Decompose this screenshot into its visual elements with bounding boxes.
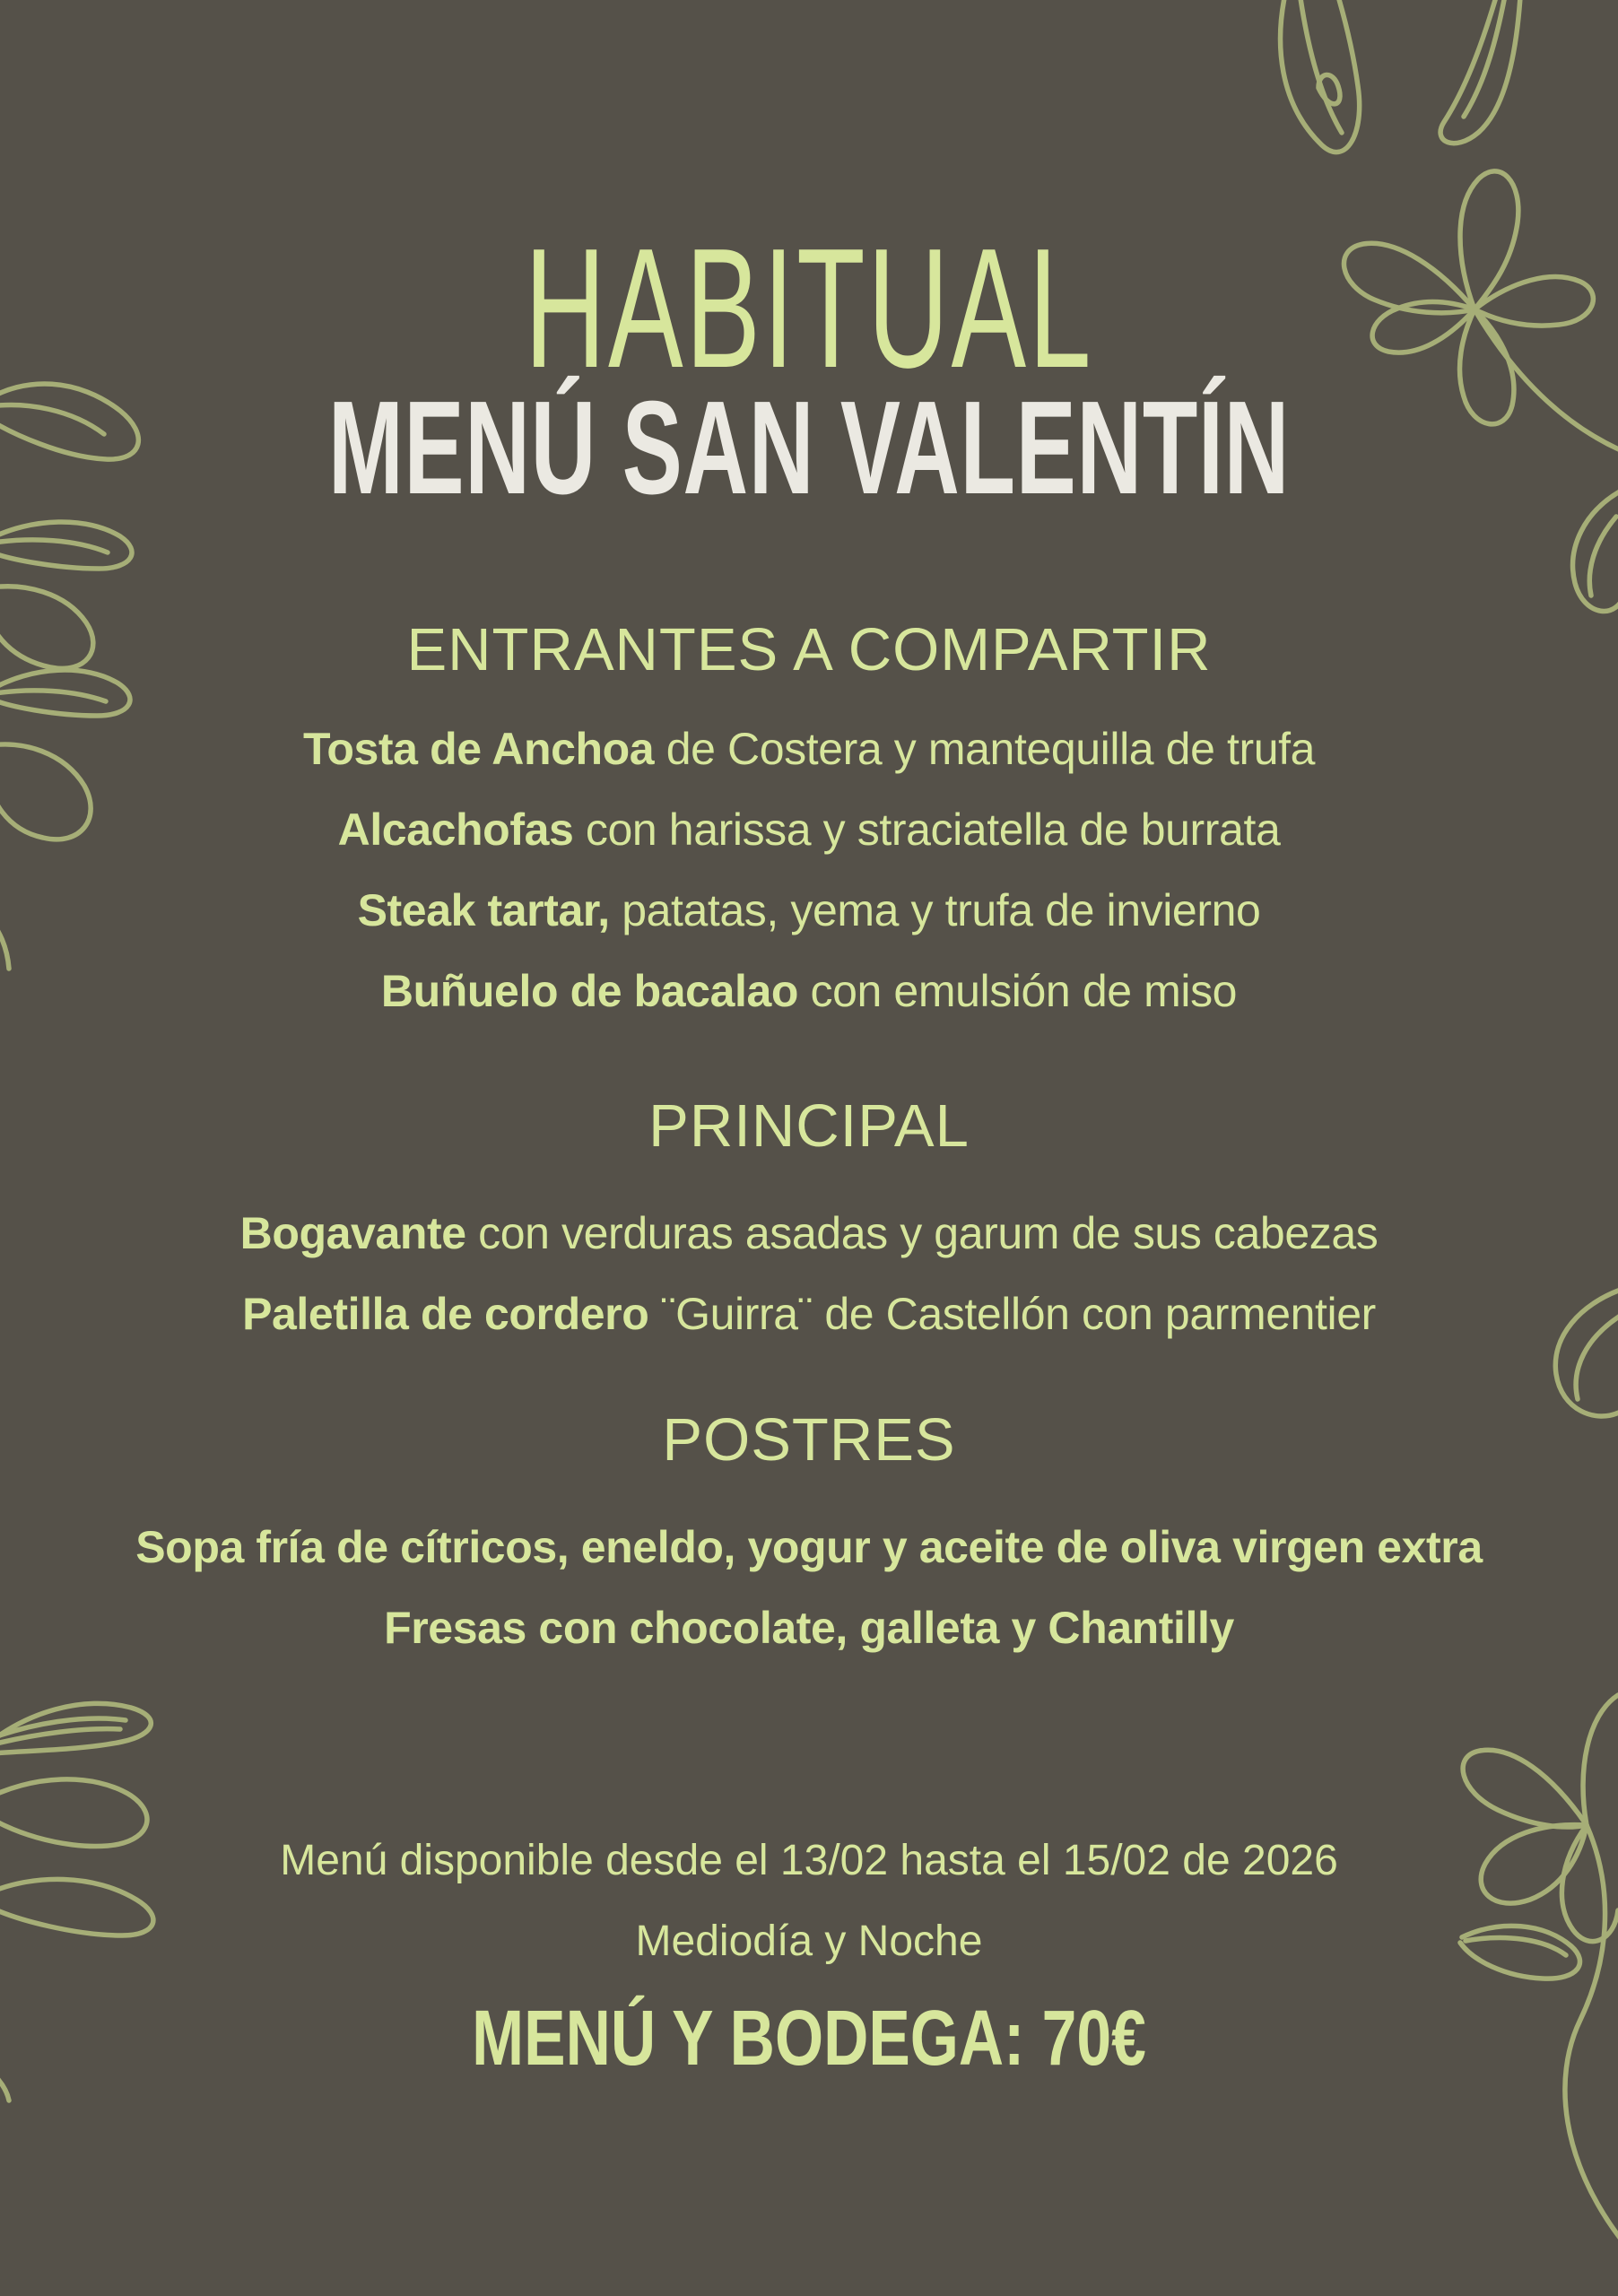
menu-price: MENÚ Y BODEGA: 70€ [472,1995,1146,2082]
menu-item [0,1587,1618,1668]
dish-name: Paletilla de cordero [242,1289,649,1339]
menu-item [0,789,1618,870]
menu-item [0,951,1618,1031]
dish-name: Steak tartar, [357,885,610,935]
dish-name: Fresas con chocolate, galleta y Chantilly [384,1603,1234,1653]
dish-name: Tosta de Anchoa [302,724,655,774]
menu-title: MENÚ SAN VALENTÍN [327,374,1291,522]
dish-description: con harissa y straciatella de burrata [573,804,1281,855]
menu-item [0,1507,1618,1587]
section-items-entrantes [0,709,1618,1031]
menu-item [0,870,1618,951]
section-items-postres [0,1507,1618,1668]
dish-description: con verduras asadas y garum de sus cabezas [465,1208,1379,1258]
section-heading-postres: POSTRES [662,1406,956,1474]
availability-schedule: Mediodía y Noche [635,1918,983,1965]
dish-description: de Costera y mantequilla de trufa [654,724,1316,774]
menu-item [0,709,1618,789]
availability-note [0,1821,1618,1982]
menu-item [0,1274,1618,1354]
section-heading-principal: PRINCIPAL [648,1092,970,1160]
section-items-principal [0,1193,1618,1354]
restaurant-name: HABITUAL [524,213,1094,404]
dish-name: Sopa fría de cítricos, eneldo, yogur y aceite de oliva virgen extra [135,1522,1483,1572]
dish-description: ¨Guirra¨ de Castellón con parmentier [648,1289,1376,1339]
menu-item [0,1193,1618,1274]
dish-name: Alcachofas [337,804,574,855]
dish-description: con emulsión de miso [798,966,1238,1016]
section-heading-entrantes: ENTRANTES A COMPARTIR [406,616,1212,683]
dish-description: patatas, yema y trufa de invierno [609,885,1261,935]
dish-name: Buñuelo de bacalao [380,966,799,1016]
availability-dates: Menú disponible desde el 13/02 hasta el 15/02 de 2026 [280,1837,1338,1884]
dish-name: Bogavante [239,1208,466,1258]
